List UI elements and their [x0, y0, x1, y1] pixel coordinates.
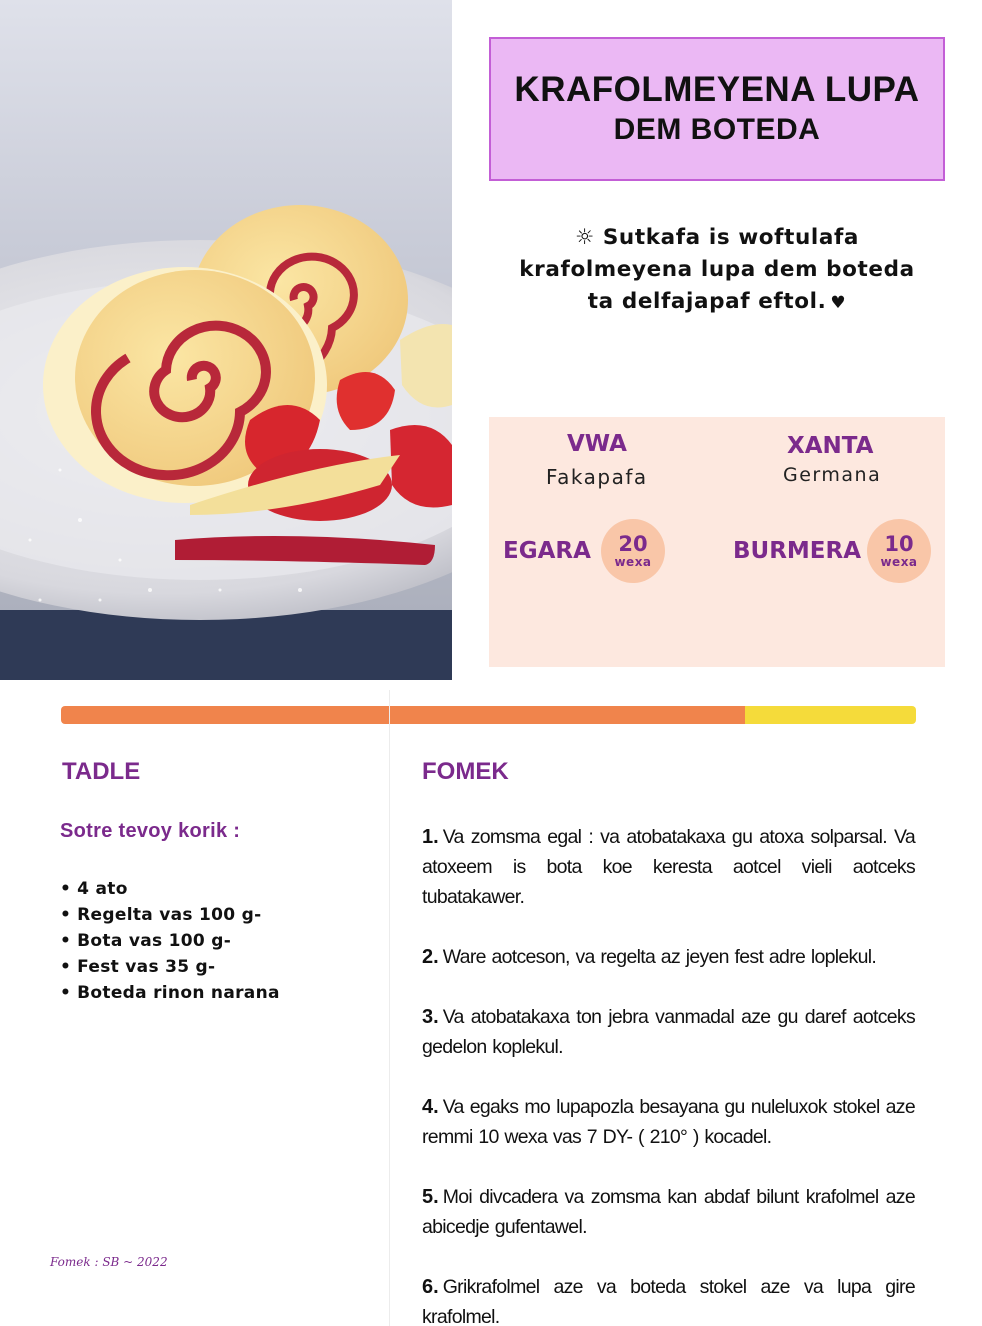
- ingredient-item: • Bota vas 100 g-: [60, 928, 280, 954]
- method-step: [422, 1272, 915, 1326]
- heart-icon: ♥: [830, 293, 847, 313]
- ingredient-item: • Regelta vas 100 g-: [60, 902, 280, 928]
- method-step: [422, 822, 915, 912]
- egara-time-value: 20: [618, 532, 648, 556]
- egara-time-badge: [601, 519, 665, 583]
- step-text: Va egaks mo lupapozla besayana gu nuleluxok stokel aze remmi 10 wexa vas 7 DY- ( 210° ) kocadel.: [422, 1096, 915, 1148]
- step-text: Ware aotceson, va regelta az jeyen fest adre loplekul.: [442, 946, 877, 968]
- egara-time-unit: wexa: [614, 555, 652, 569]
- burmera-label: BURMERA: [733, 538, 862, 564]
- step-text: Grikrafolmel aze va boteda stokel aze va lupa gire krafolmel.: [422, 1276, 915, 1326]
- method-step: [422, 1092, 915, 1152]
- step-number: 4.: [422, 1096, 439, 1118]
- burmera-time-value: 10: [884, 532, 914, 556]
- divider-orange-segment: [61, 706, 745, 724]
- ingredients-subheading: Sotre tevoy korik :: [60, 820, 241, 842]
- swiss-roll-illustration: [0, 0, 452, 680]
- vwa-label: VWA: [567, 431, 627, 457]
- recipe-subtitle: DEM BOTEDA: [613, 113, 821, 147]
- method-steps: [422, 822, 915, 1326]
- xanta-value: Germana: [783, 464, 882, 486]
- column-divider: [389, 690, 390, 1326]
- ingredient-item: • Fest vas 35 g-: [60, 954, 280, 980]
- intro-line-3: ta delfajapaf eftol.: [587, 289, 827, 314]
- ingredients-list: [60, 876, 280, 1006]
- step-number: 1.: [422, 826, 439, 848]
- divider-yellow-segment: [745, 706, 916, 724]
- egara-label: EGARA: [503, 538, 591, 564]
- step-number: 2.: [422, 946, 439, 968]
- step-number: 5.: [422, 1186, 439, 1208]
- credit-note: Fomek : SB ~ 2022: [50, 1255, 168, 1269]
- method-step: [422, 942, 915, 972]
- sun-icon: ☼: [574, 225, 595, 250]
- recipe-photo: [0, 0, 452, 680]
- recipe-title: KRAFOLMEYENA LUPA: [514, 70, 920, 110]
- burmera-time-badge: [867, 519, 931, 583]
- vwa-value: Fakapafa: [546, 465, 648, 489]
- step-text: Va atobatakaxa ton jebra vanmadal aze gu daref aotceks gedelon koplekul.: [422, 1006, 915, 1058]
- recipe-title-box: [489, 37, 945, 181]
- method-step: [422, 1182, 915, 1242]
- intro-line-2: krafolmeyena lupa dem boteda: [519, 257, 915, 282]
- intro-line-1: Sutkafa is woftulafa: [602, 225, 860, 250]
- method-step: [422, 1002, 915, 1062]
- ingredients-heading: TADLE: [62, 758, 141, 785]
- recipe-info-panel: [489, 417, 945, 667]
- ingredient-item: • Boteda rinon narana: [60, 980, 280, 1006]
- method-heading: FOMEK: [422, 758, 509, 785]
- ingredient-item: • 4 ato: [60, 876, 280, 902]
- step-number: 6.: [422, 1276, 439, 1298]
- step-text: Moi divcadera va zomsma kan abdaf bilunt krafolmel aze abicedje gufentawel.: [422, 1186, 915, 1238]
- intro-text: [489, 222, 945, 319]
- color-divider-bar: [61, 706, 916, 724]
- step-number: 3.: [422, 1006, 439, 1028]
- burmera-time-unit: wexa: [880, 555, 918, 569]
- step-text: Va zomsma egal : va atobatakaxa gu atoxa solparsal. Va atoxeem is bota koe keresta aotcel vieli aotceks tubatakawer.: [422, 826, 915, 908]
- xanta-label: XANTA: [787, 433, 874, 459]
